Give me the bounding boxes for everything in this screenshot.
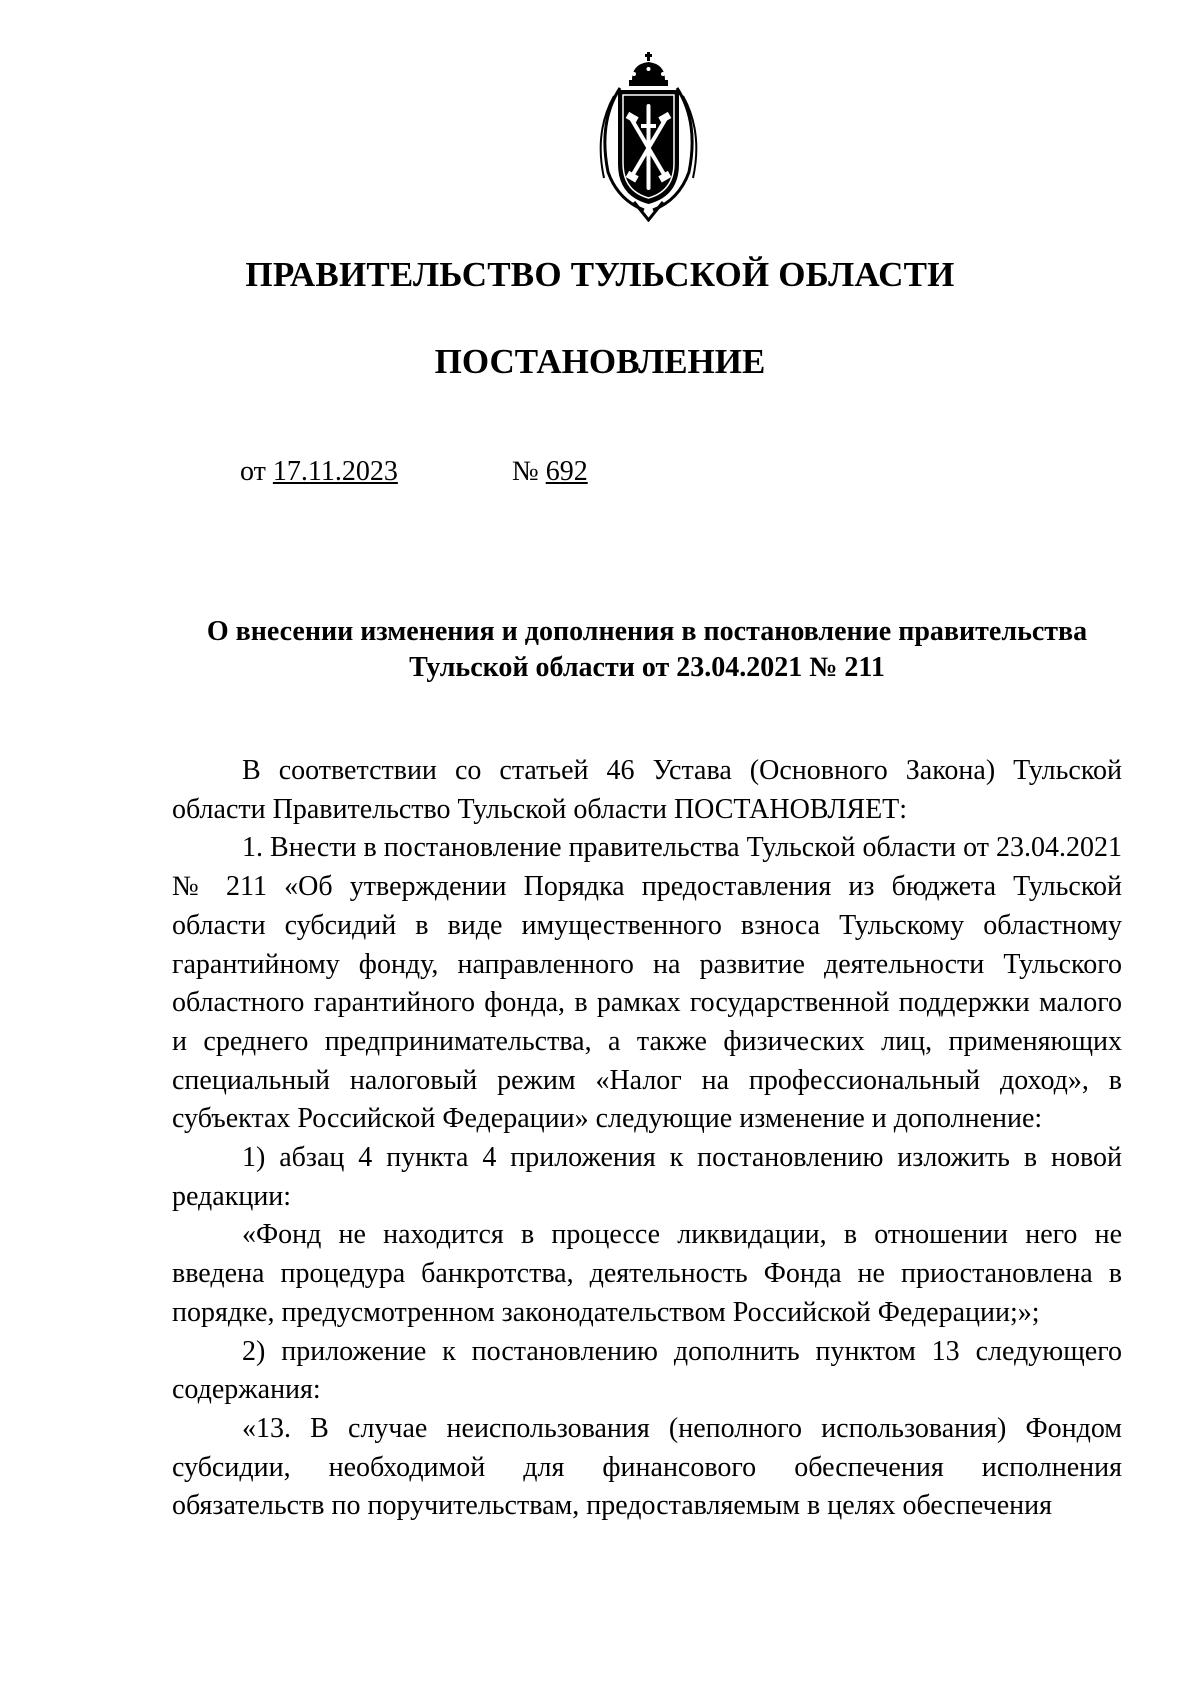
document-body [172, 752, 1122, 1526]
document-number [512, 456, 588, 488]
date-prefix: от [240, 456, 266, 487]
paragraph: «Фонд не находится в процессе ликвидации, в отношении него не введена процедура банкротства, деятельность Фонда не приостановлена в порядке, предусмотренном законодательством Российской Федерации;»; [172, 1219, 1122, 1328]
paragraph: «13. В случае неиспользования (неполного использования) Фондом субсидии, необходимой для финансового обеспечения исполнения обязательств по поручительствам, предоставляемым в целях обеспечения [172, 1412, 1122, 1522]
paragraph: 2) приложение к постановлению дополнить пунктом 13 следующего содержания: [172, 1335, 1122, 1406]
date-value: 17.11.2023 [272, 456, 398, 487]
authority-title: ПРАВИТЕЛЬСТВО ТУЛЬСКОЙ ОБЛАСТИ [245, 255, 955, 294]
paragraph: В соответствии со статьей 46 Устава (Основного Закона) Тульской области Правительство Тульской области ПОСТАНОВЛЯЕТ: [172, 755, 1122, 825]
subject-line-2: Тульской области от 23.04.2021 № 211 [409, 652, 885, 683]
paragraph: 1) абзац 4 пункта 4 приложения к постановлению изложить в новой редакции: [172, 1142, 1122, 1212]
subject-line-1: О внесении изменения и дополнения в постановление правительства [206, 616, 1088, 647]
number-value: 692 [545, 456, 588, 487]
document-date [240, 456, 398, 488]
document-type: ПОСТАНОВЛЕНИЕ [434, 342, 766, 381]
paragraph: 1. Внести в постановление правительства Тульской области от 23.04.2021 № 211 «Об утверждении Порядка предоставления из бюджета Тульской области субсидий в виде имущественного взноса Тульскому областному гарантийному фонду, направленного на развитие деятельности Тульского областного гарантийного фонда, в рамках государственной поддержки малого и среднего предпринимательства, а также физических лиц, применяющих специальный налоговый режим «Налог на профессиональный доход», в субъектах Российской Федерации» следующие изменение и дополнение: [172, 832, 1122, 1135]
tula-coat-of-arms-icon [592, 52, 705, 222]
number-prefix: № [512, 456, 539, 487]
document-subject [172, 614, 1122, 686]
